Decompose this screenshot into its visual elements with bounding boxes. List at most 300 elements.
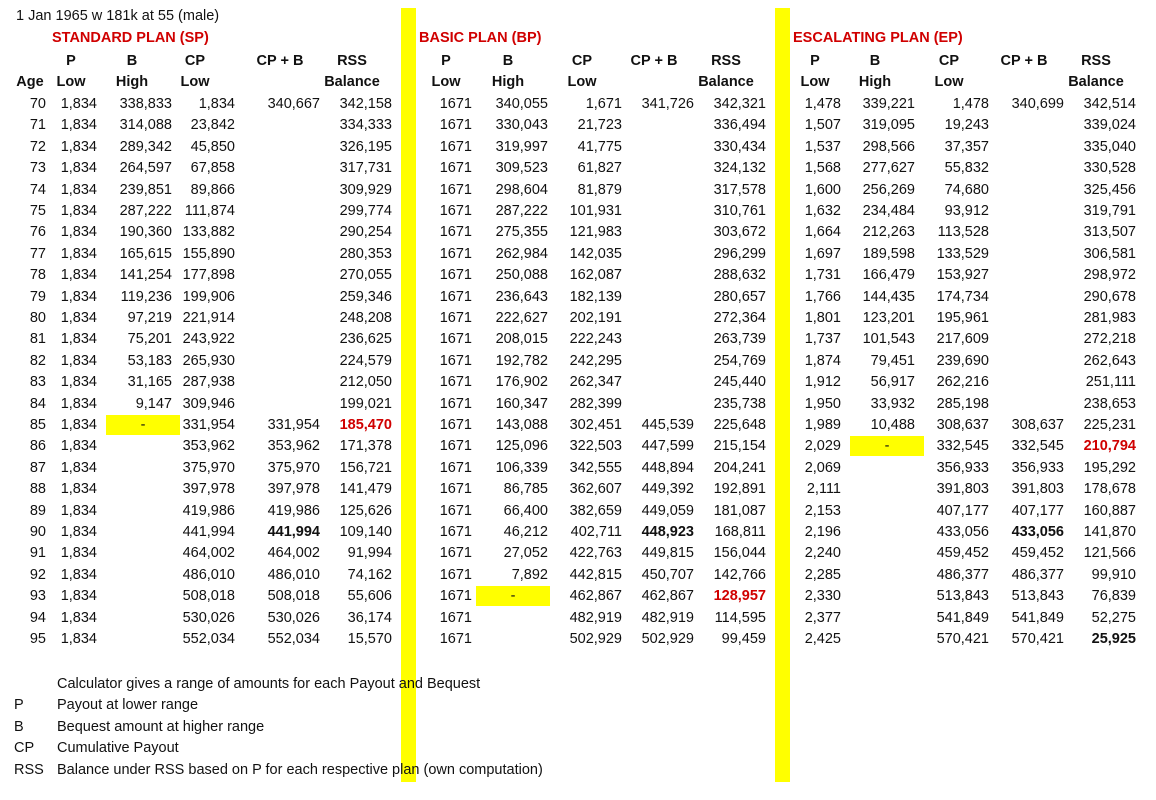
- table-cell: 502,929: [641, 631, 694, 647]
- table-cell: 382,659: [569, 502, 622, 519]
- column-subheader: Low: [431, 74, 461, 90]
- table-cell: 280,353: [339, 245, 392, 262]
- column-subheader: Low: [567, 74, 597, 90]
- legend-key-b: B: [14, 719, 24, 735]
- table-cell: 2,153: [804, 502, 841, 519]
- table-cell: [843, 608, 915, 628]
- table-cell: 238,653: [1083, 395, 1136, 412]
- table-cell: 1,834: [60, 438, 97, 455]
- table-cell: 142,766: [713, 566, 766, 583]
- table-cell: 308,637: [1011, 417, 1064, 433]
- table-cell: 407,177: [936, 502, 989, 519]
- column-subheader: [240, 72, 320, 92]
- table-cell: 309,523: [495, 160, 548, 177]
- table-cell: [100, 522, 172, 542]
- table-cell: 449,059: [641, 502, 694, 519]
- table-cell: 91,994: [347, 545, 392, 562]
- table-cell: 1,834: [60, 545, 97, 562]
- table-cell: 353,962: [267, 438, 320, 455]
- table-cell: 2,285: [804, 566, 841, 583]
- table-cell: 41,775: [577, 138, 622, 155]
- table-cell: 234,484: [862, 203, 915, 219]
- table-cell: 1671: [439, 588, 472, 605]
- table-cell: 1,834: [60, 459, 97, 476]
- age-cell: 73: [29, 160, 46, 177]
- table-cell: 319,095: [862, 117, 915, 134]
- column-subheader: Low: [180, 74, 210, 90]
- table-cell: 162,087: [569, 267, 622, 284]
- plan-title-escalating: ESCALATING PLAN (EP): [793, 30, 963, 46]
- legend-desc-rss: Balance under RSS based on P for each respective plan (own computation): [57, 762, 543, 778]
- table-cell: 55,832: [944, 160, 989, 177]
- table-cell: 1671: [439, 438, 472, 455]
- table-cell: 1,989: [804, 417, 841, 433]
- table-cell: 1671: [439, 224, 472, 241]
- table-cell: [248, 329, 320, 349]
- table-cell: 1671: [439, 417, 472, 433]
- table-cell: 210,794: [1083, 438, 1136, 455]
- table-cell: [843, 565, 915, 585]
- table-cell: 314,088: [119, 117, 172, 134]
- table-cell: [992, 329, 1064, 349]
- table-cell: 45,850: [190, 138, 235, 155]
- age-cell: 80: [29, 310, 46, 326]
- table-cell: 486,377: [936, 566, 989, 583]
- table-cell: 326,195: [339, 138, 392, 155]
- table-cell: 1671: [439, 352, 472, 369]
- column-header: RSS: [337, 53, 367, 69]
- table-cell: 1,834: [60, 181, 97, 198]
- plan-title-basic: BASIC PLAN (BP): [419, 30, 542, 46]
- table-cell: 21,723: [577, 117, 622, 134]
- table-cell: 342,321: [713, 96, 766, 112]
- table-cell: 419,986: [267, 502, 320, 519]
- table-cell: 419,986: [182, 502, 235, 519]
- table-cell: 67,858: [190, 160, 235, 177]
- legend-desc-b: Bequest amount at higher range: [57, 719, 265, 735]
- table-cell: [248, 265, 320, 285]
- table-cell: 1671: [439, 395, 472, 412]
- table-cell: 336,494: [713, 117, 766, 134]
- table-cell: 121,566: [1083, 545, 1136, 562]
- column-subheader: High: [858, 74, 892, 90]
- table-cell: 375,970: [267, 459, 320, 476]
- age-header: Age: [16, 74, 44, 90]
- table-cell: 189,598: [862, 245, 915, 262]
- age-cell: 93: [29, 588, 46, 605]
- table-cell: [992, 244, 1064, 264]
- table-cell: 141,479: [339, 481, 392, 498]
- table-cell: 56,917: [870, 374, 915, 391]
- table-cell: 225,231: [1083, 417, 1136, 433]
- table-cell: 1671: [439, 160, 472, 177]
- table-cell: 298,604: [495, 181, 548, 198]
- table-cell: 462,867: [641, 588, 694, 605]
- table-cell: 36,174: [347, 609, 392, 626]
- table-cell: 1,507: [804, 117, 841, 134]
- column-subheader: [614, 72, 694, 92]
- table-cell: 250,088: [495, 267, 548, 284]
- table-cell: [100, 608, 172, 628]
- table-cell: 222,627: [495, 310, 548, 326]
- table-cell: 282,399: [569, 395, 622, 412]
- table-cell: 141,254: [119, 267, 172, 284]
- table-cell: 459,452: [936, 545, 989, 562]
- table-cell: 272,218: [1083, 331, 1136, 348]
- table-cell: [992, 180, 1064, 200]
- table-cell: 309,929: [339, 181, 392, 198]
- table-cell: 33,932: [870, 395, 915, 412]
- table-cell: 317,731: [339, 160, 392, 177]
- table-cell: [992, 265, 1064, 285]
- table-cell: 340,055: [495, 96, 548, 112]
- column-subheader: Balance: [698, 74, 754, 90]
- table-cell: 1,568: [804, 160, 841, 177]
- plan-title-standard: STANDARD PLAN (SP): [52, 30, 209, 46]
- column-subheader: [984, 72, 1064, 92]
- table-cell: 1671: [439, 138, 472, 155]
- table-cell: 310,761: [713, 203, 766, 219]
- table-cell: 1,834: [60, 566, 97, 583]
- table-cell: 192,891: [713, 481, 766, 498]
- table-cell: 262,984: [495, 245, 548, 262]
- table-cell: 448,923: [641, 524, 694, 540]
- table-cell: [248, 394, 320, 414]
- age-cell: 86: [29, 438, 46, 455]
- table-cell: 447,599: [641, 438, 694, 455]
- table-cell: 1,478: [804, 96, 841, 112]
- table-cell: [992, 115, 1064, 135]
- table-cell: 1671: [439, 96, 472, 112]
- table-cell: 195,292: [1083, 459, 1136, 476]
- table-cell: 530,026: [182, 609, 235, 626]
- age-cell: 82: [29, 352, 46, 369]
- table-cell: 125,626: [339, 502, 392, 519]
- table-cell: [843, 543, 915, 563]
- table-cell: 464,002: [267, 545, 320, 562]
- table-cell: 192,782: [495, 352, 548, 369]
- table-cell: 128,957: [713, 588, 766, 605]
- table-cell: 1671: [439, 374, 472, 391]
- table-cell: 1671: [439, 181, 472, 198]
- table-cell: 1,834: [60, 310, 97, 326]
- table-cell: 7,892: [511, 566, 548, 583]
- table-cell: 1,834: [60, 267, 97, 284]
- table-cell: 160,887: [1083, 502, 1136, 519]
- table-cell: 2,377: [804, 609, 841, 626]
- table-cell: 342,514: [1083, 96, 1136, 112]
- table-cell: 1,834: [60, 374, 97, 391]
- table-cell: 1671: [439, 502, 472, 519]
- table-cell: 1671: [439, 481, 472, 498]
- table-cell: [100, 479, 172, 499]
- table-cell: 1,834: [198, 96, 235, 112]
- table-cell: 449,392: [641, 481, 694, 498]
- table-cell: 391,803: [936, 481, 989, 498]
- table-cell: 331,954: [182, 417, 235, 433]
- age-cell: 87: [29, 459, 46, 476]
- table-cell: [248, 137, 320, 157]
- table-cell: 449,815: [641, 545, 694, 562]
- table-cell: [622, 372, 694, 392]
- table-cell: 303,672: [713, 224, 766, 241]
- age-cell: 75: [29, 203, 46, 219]
- table-cell: 1671: [439, 331, 472, 348]
- column-header: B: [869, 53, 881, 69]
- column-subheader: Balance: [324, 74, 380, 90]
- table-cell: 2,029: [804, 438, 841, 455]
- table-cell: 1671: [439, 267, 472, 284]
- age-cell: 78: [29, 267, 46, 284]
- age-cell: 72: [29, 138, 46, 155]
- table-cell: 55,606: [347, 588, 392, 605]
- table-cell: 450,707: [641, 566, 694, 583]
- table-cell: 1,834: [60, 224, 97, 241]
- table-cell: [622, 265, 694, 285]
- table-cell: 1,874: [804, 352, 841, 369]
- table-cell: 141,870: [1083, 524, 1136, 540]
- table-cell: 199,906: [182, 288, 235, 305]
- table-cell: [248, 222, 320, 242]
- table-cell: 46,212: [503, 524, 548, 540]
- table-cell: 97,219: [127, 310, 172, 326]
- table-cell: 1,737: [804, 331, 841, 348]
- table-cell: [843, 629, 915, 649]
- table-cell: 391,803: [1011, 481, 1064, 498]
- table-cell: 248,208: [339, 310, 392, 326]
- table-cell: [622, 394, 694, 414]
- table-cell: 330,043: [495, 117, 548, 134]
- table-cell: 1,834: [60, 588, 97, 605]
- table-cell: 397,978: [182, 481, 235, 498]
- table-cell: 133,529: [936, 245, 989, 262]
- table-cell: 239,851: [119, 181, 172, 198]
- table-cell: [843, 522, 915, 542]
- table-cell: 353,962: [182, 438, 235, 455]
- table-cell: [622, 287, 694, 307]
- highlighted-cell: -: [850, 436, 924, 456]
- table-cell: 362,607: [569, 481, 622, 498]
- table-cell: 375,970: [182, 459, 235, 476]
- yellow-divider-bar: [775, 8, 790, 782]
- table-cell: 125,096: [495, 438, 548, 455]
- table-cell: 235,738: [713, 395, 766, 412]
- highlighted-cell: -: [476, 586, 550, 606]
- table-cell: 277,627: [862, 160, 915, 177]
- table-cell: 319,997: [495, 138, 548, 155]
- table-cell: 1,632: [804, 203, 841, 219]
- table-cell: 177,898: [182, 267, 235, 284]
- table-cell: [622, 222, 694, 242]
- table-cell: 2,330: [804, 588, 841, 605]
- table-cell: 1,834: [60, 395, 97, 412]
- table-cell: 1,671: [585, 96, 622, 112]
- table-cell: 332,545: [936, 438, 989, 455]
- table-cell: 242,295: [569, 352, 622, 369]
- table-cell: [476, 608, 548, 628]
- column-subheader: High: [491, 74, 525, 90]
- table-cell: 176,902: [495, 374, 548, 391]
- table-cell: 31,165: [127, 374, 172, 391]
- table-cell: 319,791: [1083, 203, 1136, 219]
- table-cell: 287,938: [182, 374, 235, 391]
- table-cell: 1671: [439, 459, 472, 476]
- table-cell: 262,216: [936, 374, 989, 391]
- table-cell: 89,866: [190, 181, 235, 198]
- table-cell: 313,507: [1083, 224, 1136, 241]
- table-cell: 422,763: [569, 545, 622, 562]
- table-cell: [248, 201, 320, 221]
- table-cell: 486,010: [182, 566, 235, 583]
- table-cell: 225,648: [713, 417, 766, 433]
- table-cell: 236,643: [495, 288, 548, 305]
- table-cell: [992, 287, 1064, 307]
- table-cell: 1,664: [804, 224, 841, 241]
- table-cell: [843, 479, 915, 499]
- table-cell: 263,739: [713, 331, 766, 348]
- table-cell: 204,241: [713, 459, 766, 476]
- table-cell: [992, 394, 1064, 414]
- table-cell: 308,637: [936, 417, 989, 433]
- table-cell: 332,545: [1011, 438, 1064, 455]
- column-header: B: [126, 53, 138, 69]
- age-cell: 77: [29, 245, 46, 262]
- table-cell: 433,056: [1011, 524, 1064, 540]
- table-cell: 153,927: [936, 267, 989, 284]
- table-cell: 52,275: [1091, 609, 1136, 626]
- table-cell: 53,183: [127, 352, 172, 369]
- table-cell: 1,834: [60, 502, 97, 519]
- table-cell: 317,578: [713, 181, 766, 198]
- table-cell: [622, 158, 694, 178]
- legend-key-rss: RSS: [14, 762, 44, 778]
- table-cell: 324,132: [713, 160, 766, 177]
- table-cell: [100, 565, 172, 585]
- table-cell: 290,254: [339, 224, 392, 241]
- column-subheader: Low: [800, 74, 830, 90]
- table-cell: 306,581: [1083, 245, 1136, 262]
- table-cell: [100, 629, 172, 649]
- table-cell: 356,933: [936, 459, 989, 476]
- table-cell: 1,834: [60, 288, 97, 305]
- table-cell: 1,834: [60, 203, 97, 219]
- table-cell: 1,834: [60, 96, 97, 112]
- table-cell: 123,201: [862, 310, 915, 326]
- table-cell: 165,615: [119, 245, 172, 262]
- column-header: CP: [184, 53, 206, 69]
- column-header: RSS: [711, 53, 741, 69]
- table-cell: 340,699: [1011, 96, 1064, 112]
- table-cell: [992, 351, 1064, 371]
- table-cell: [248, 244, 320, 264]
- highlighted-cell: -: [106, 415, 180, 435]
- table-cell: 99,910: [1091, 566, 1136, 583]
- table-cell: 331,954: [267, 417, 320, 433]
- age-cell: 89: [29, 502, 46, 519]
- table-cell: 2,425: [804, 631, 841, 647]
- table-cell: [248, 308, 320, 328]
- table-cell: 275,355: [495, 224, 548, 241]
- legend-desc-cp: Cumulative Payout: [57, 740, 179, 756]
- table-cell: 74,680: [944, 181, 989, 198]
- table-cell: 287,222: [119, 203, 172, 219]
- table-cell: 513,843: [1011, 588, 1064, 605]
- table-cell: 298,972: [1083, 267, 1136, 284]
- table-cell: 166,479: [862, 267, 915, 284]
- table-cell: 25,925: [1091, 631, 1136, 647]
- table-cell: 208,015: [495, 331, 548, 348]
- table-cell: 76,839: [1091, 588, 1136, 605]
- table-cell: [622, 244, 694, 264]
- table-cell: 1,834: [60, 245, 97, 262]
- table-cell: 61,827: [577, 160, 622, 177]
- column-header: CP + B: [256, 53, 304, 69]
- table-cell: [843, 501, 915, 521]
- table-cell: 243,922: [182, 331, 235, 348]
- table-cell: 251,111: [1085, 374, 1136, 391]
- table-cell: 181,087: [713, 502, 766, 519]
- table-cell: 1,834: [60, 524, 97, 540]
- table-cell: 15,570: [347, 631, 392, 647]
- table-cell: 1671: [439, 609, 472, 626]
- table-cell: 1,950: [804, 395, 841, 412]
- age-cell: 94: [29, 609, 46, 626]
- age-cell: 92: [29, 566, 46, 583]
- table-cell: 99,459: [721, 631, 766, 647]
- table-cell: 81,879: [577, 181, 622, 198]
- table-cell: 1671: [439, 245, 472, 262]
- table-cell: 448,894: [641, 459, 694, 476]
- table-cell: 335,040: [1083, 138, 1136, 155]
- table-cell: 288,632: [713, 267, 766, 284]
- table-cell: [248, 180, 320, 200]
- column-subheader: High: [115, 74, 149, 90]
- table-cell: 442,815: [569, 566, 622, 583]
- age-cell: 70: [29, 96, 46, 112]
- table-cell: 113,528: [937, 224, 989, 241]
- table-cell: 280,657: [713, 288, 766, 305]
- table-cell: [622, 115, 694, 135]
- table-cell: 256,269: [862, 181, 915, 198]
- column-header: P: [810, 53, 820, 69]
- table-cell: 222,243: [569, 331, 622, 348]
- table-cell: 119,236: [120, 288, 172, 305]
- table-cell: [992, 308, 1064, 328]
- column-header: P: [441, 53, 451, 69]
- table-cell: 1,834: [60, 160, 97, 177]
- table-cell: 325,456: [1083, 181, 1136, 198]
- age-cell: 91: [29, 545, 46, 562]
- table-cell: 541,849: [1011, 609, 1064, 626]
- table-cell: 143,088: [495, 417, 548, 433]
- table-cell: 302,451: [569, 417, 622, 433]
- table-cell: 1,731: [804, 267, 841, 284]
- table-cell: [248, 115, 320, 135]
- table-cell: 37,357: [944, 138, 989, 155]
- table-cell: 221,914: [182, 310, 235, 326]
- table-cell: 2,111: [806, 481, 841, 498]
- column-header: P: [66, 53, 76, 69]
- age-cell: 85: [29, 417, 46, 433]
- table-cell: 552,034: [267, 631, 320, 647]
- table-cell: 1,912: [804, 374, 841, 391]
- table-cell: 513,843: [936, 588, 989, 605]
- table-cell: 1,697: [804, 245, 841, 262]
- table-cell: 10,488: [870, 417, 915, 433]
- column-header: CP + B: [630, 53, 678, 69]
- age-cell: 79: [29, 288, 46, 305]
- table-cell: 133,882: [182, 224, 235, 241]
